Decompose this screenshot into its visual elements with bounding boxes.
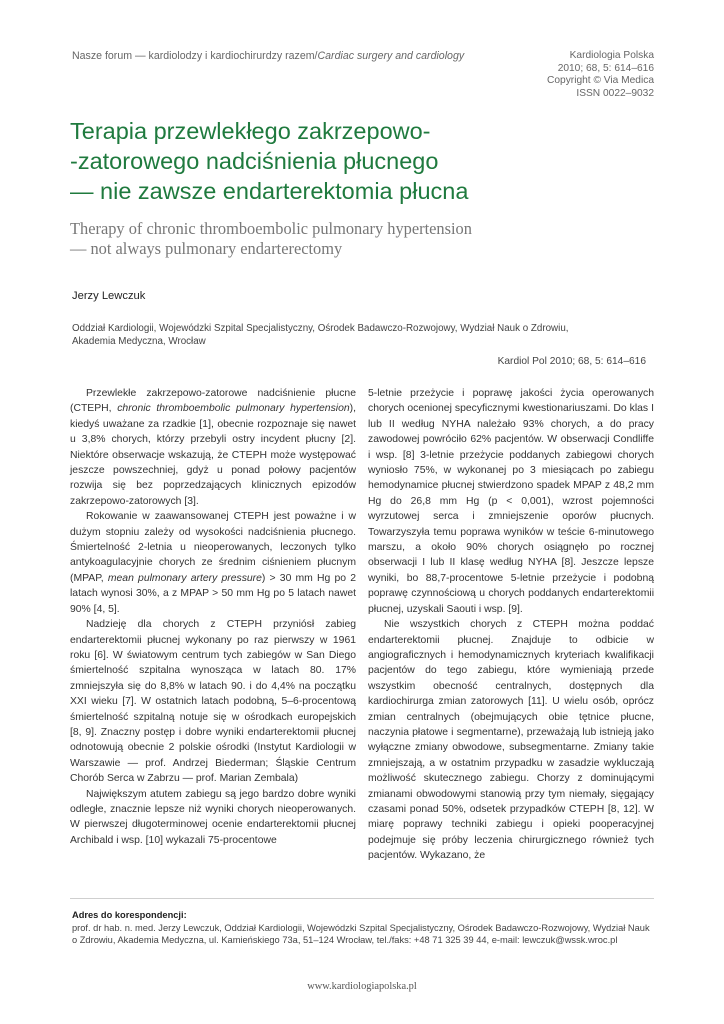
copyright: Copyright © Via Medica [547, 75, 654, 87]
paragraph: Nie wszystkich chorych z CTEPH można poddać endarterektomii płucnej. Znajduje to odbicie w angiograficznych i hemodynamicznych kryteriach kwalifikacji pacjentów do tego zabiegu, które wymieniają przede wszystkim obecność centralnych, dostępnych dla kardiochirurga zmian zatorowych [11]. U wielu osób, oprócz zmian centralnych (obejmujących obie tętnice płucne, naczynia płatowe i segmentarne), przeważają lub istnieją jako wyłączne zmiany obwodowe, subsegmentarne. Zmiany takie zmniejszają, a w ostatnim przypadku w zasadzie wykluczają możliwość skutecznego zabiegu. Chorzy z dominującymi zmianami obwodowymi stanowią przy tym niemały, sięgający czasami ponad 50%, odsetek przypadków CTEPH [8, 12]. W miarę poprawy techniki zabiegu i opieki pooperacyjnej podejmuje się próby leczenia chirurgicznego również tych pacjentów. Wykazano, że [368, 619, 654, 862]
issn: ISSN 0022–9032 [576, 87, 654, 99]
title-english [70, 219, 630, 258]
paragraph: Największym atutem zabiegu są jego bardzo dobre wyniki odległe, znacznie lepsze niż wyniki chorych nieoperowanych. W pierwszej długoterminowej ocenie endarterektomii płucnej Archibald i wsp. [10] wykazali 75-procentowe [70, 788, 356, 846]
title-pl-line-3: — nie zawsze endarterektomia płucna [70, 178, 469, 204]
footer-url[interactable]: www.kardiologiapolska.pl [307, 981, 417, 992]
forum-header [72, 50, 542, 62]
forum-text-en: Cardiac surgery and cardiology [317, 50, 465, 62]
p1-text-a: Przewlekłe zakrzepowo-zatorowe nadciśnienie płucne (CTEPH, [70, 388, 356, 415]
correspondence-line-2: o Zdrowiu, Akademia Medyczna, ul. Kamieńskiego 73a, 51–124 Wrocław, tel./faks: +48 71 325 39 44, e-mail: lewczuk@wssk.wroc.pl [72, 935, 618, 946]
paragraph: 5-letnie przeżycie i poprawę jakości życia operowanych chorych ocenionej specyficznymi kwestionariuszami. Do klas I lub II według NYHA należało 93% chorych, a do pracy zawodowej powróciło 62% pacjentów. W obserwacji Condliffe i wsp. [8] 3-letnie przeżycie poddanych zabiegowi chorych wyniosło 75%, w wykonanej po 3 miesiącach po zabiegu hemodynamice płucnej stwierdzono spadek MPAP z 48,2 mm Hg do 26,8 mm Hg (p < 0,001), wzrost pojemności wyrzutowej serca i zmniejszenie oporów płucnych. Towarzyszyła temu poprawa wyników w teście 6-minutowego marszu, a około 90% chorych osiągnęło po rocznej obserwacji I lub II klasę według NYHA [8]. Jeszcze lepsze wyniki, bo 88,7-procentowe 5-letnie przeżycie i podobną poprawę czynnościową u chorych poddanych endarterektomii płucnej, uzyskali Saouti i wsp. [9]. [368, 388, 654, 615]
affiliation-line-1: Oddział Kardiologii, Wojewódzki Szpital Specjalistyczny, Ośrodek Badawczo-Rozwojowy, Wydział Nauk o Zdrowiu, [72, 323, 569, 334]
paragraph: Nadzieję dla chorych z CTEPH przyniósł zabieg endarterektomii płucnej wykonany po raz pierwszy w 1961 roku [6]. W światowym centrum tych zabiegów w San Diego śmiertelność szpitalna wynosząca w latach 80. 17% zmniejszyła się do 8,8% w latach 90. i do 4,4% na początku XXI wieku [7]. W ostatnich latach podobną, 5–6-procentową śmiertelność szpitalną notuje się w ośrodkach europejskich [8, 9]. Znaczny postęp i dobre wyniki endarterektomii płucnej odnotowują obecnie 2 polskie ośrodki (Instytut Kardiologii w Warszawie — prof. Andrzej Biederman; Śląskie Centrum Chorób Serca w Zabrzu — prof. Marian Zembala) [70, 619, 356, 785]
journal-info [494, 50, 654, 100]
journal-name: Kardiologia Polska [569, 50, 654, 61]
title-pl-line-2: -zatorowego nadciśnienia płucnego [70, 148, 439, 174]
paragraph [70, 509, 356, 617]
forum-text: Nasze forum — kardiolodzy i kardiochirurdzy razem/ [72, 50, 318, 62]
p1-term: chronic thromboembolic pulmonary hypertension [117, 403, 350, 415]
affiliation [72, 322, 652, 348]
journal-ref: 2010; 68, 5: 614–616 [557, 62, 654, 74]
affiliation-line-2: Akademia Medyczna, Wrocław [72, 336, 206, 347]
correspondence-line-1: prof. dr hab. n. med. Jerzy Lewczuk, Oddział Kardiologii, Wojewódzki Szpital Specjalistyczny, Ośrodek Badawczo-Rozwojowy, Wydział Nauk [72, 922, 650, 933]
paragraph [70, 386, 356, 509]
author: Jerzy Lewczuk [72, 290, 146, 302]
correspondence-heading: Adres do korespondencji: [72, 910, 187, 920]
title-en-line-2: — not always pulmonary endarterectomy [70, 238, 343, 258]
body-column-left [70, 386, 356, 848]
p1-text-b: ), kiedyś uważane za rzadkie [1], obecnie rozpoznaje się nawet u 3,8% chorych, którzy przebyli ostry incydent płucny [2]. Niektóre obserwacje wskazują, że CTEPH może występować jeszcze powszechniej, gdyż u ponad połowy pacjentów rozwija się bez poprzedzających klinicznych epizodów zakrzepowo-zatorowych [3]. [70, 403, 357, 507]
body-column-right [368, 386, 654, 864]
divider [70, 898, 654, 899]
p2-text-a: Rokowanie w zaawansowanej CTEPH jest poważne i w dużym stopniu zależy od wysokości nadciśnienia płucnego. Śmiertelność 2-letnia u nieoperowanych, leczonych tylko antykoagulacyjnie chorych ze średnim ciśnieniem płucnym (MPAP, [70, 511, 356, 584]
p2-term: mean pulmonary artery pressure [107, 572, 262, 584]
title-pl-line-1: Terapia przewlekłego zakrzepowo- [70, 118, 431, 144]
title-en-line-1: Therapy of chronic thromboembolic pulmonary hypertension [70, 219, 472, 238]
correspondence [72, 909, 656, 947]
citation: Kardiol Pol 2010; 68, 5: 614–616 [497, 356, 646, 367]
p2-text-b: ) > 30 mm Hg po 2 latach wynosi 30%, a z MPAP > 50 mm Hg po 5 latach nawet 90% [4, 5]. [70, 572, 356, 615]
title-polish [70, 116, 630, 206]
